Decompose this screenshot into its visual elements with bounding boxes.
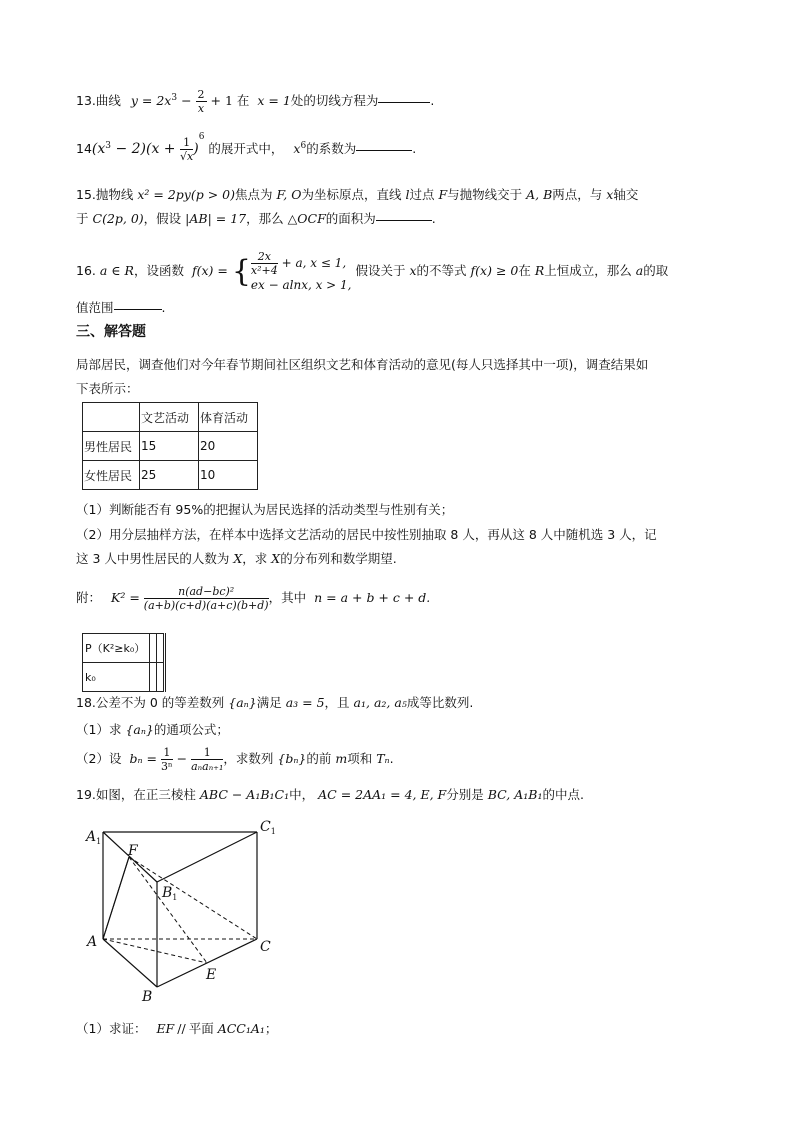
q19-part-1 (76, 1019, 277, 1037)
text: ，求数列 (223, 751, 274, 766)
text: 与抛物线交于 (447, 187, 523, 202)
label-C1: $C_1$ (260, 819, 276, 836)
text: ，假设 (143, 211, 182, 226)
math: {aₙ} (228, 695, 257, 710)
text: 这 3 人中男性居民的人数为 (76, 551, 230, 566)
numerator: 1 (191, 746, 223, 760)
table-cell: 20 (199, 432, 258, 461)
math: x² = 2py(p > 0) (137, 187, 236, 202)
math: x (293, 141, 301, 156)
text: ，那么 (246, 211, 284, 226)
text: ，求 (242, 551, 268, 566)
question-16-line-2 (76, 298, 166, 316)
table-row (83, 634, 165, 663)
table-cell (83, 403, 140, 432)
numerator: 2x (251, 250, 278, 264)
text: 值范围 (76, 300, 114, 315)
text: . (389, 751, 394, 766)
label-E: E (206, 967, 217, 983)
text: 在 (518, 263, 531, 278)
text: 附： (76, 590, 102, 605)
text: 中， (289, 787, 315, 802)
table-cell: 25 (140, 461, 199, 490)
text: . (430, 93, 435, 108)
text: 分别是 (446, 787, 484, 802)
segment-E-F (129, 857, 207, 963)
math: C(2p, 0) (92, 211, 144, 226)
table-cell: 15 (140, 432, 199, 461)
table-cell: 10 (199, 461, 258, 490)
math: a₃ = 5 (285, 695, 325, 710)
numerator: 1 (180, 136, 193, 150)
question-18 (76, 693, 473, 711)
math: l (405, 187, 410, 202)
text: 的取 (643, 263, 669, 278)
math: − (177, 93, 196, 108)
segment-F-A-dash (103, 857, 129, 939)
denominator: x (197, 102, 205, 115)
text: 于 (76, 211, 89, 226)
fraction (161, 746, 173, 773)
text: 19.如图，在正三棱柱 (76, 787, 196, 802)
label-B: B (142, 989, 153, 1005)
math: − 2)(x + (111, 141, 180, 157)
table-cell: k₀ (83, 663, 150, 692)
text: 满足 (256, 695, 282, 710)
math: K² = (111, 590, 140, 605)
fraction (251, 250, 278, 277)
math: x (606, 187, 614, 202)
label-A1: $A_1$ (86, 829, 102, 846)
question-number: 16. (76, 263, 96, 278)
math: n = a + b + c + d. (314, 590, 431, 605)
table-cell: 女性居民 (83, 461, 140, 490)
survey-table (82, 402, 258, 490)
table-row (83, 461, 258, 490)
fraction (191, 746, 223, 773)
question-15-line-1 (76, 185, 638, 203)
text: 焦点为 (235, 187, 273, 202)
math: (x (91, 141, 106, 157)
text: 的系数为 (306, 141, 357, 156)
numerator: 1 (161, 746, 173, 760)
math: |AB| = 17 (185, 211, 247, 226)
q17-part-1: （1）判断能否有 95%的把握认为居民选择的活动类型与性别有关； (76, 502, 454, 517)
math: − (172, 751, 192, 766)
math: f(x) = (191, 263, 228, 278)
denominator: (a+b)(c+d)(a+c)(b+d) (143, 599, 269, 612)
question-number: 13.曲线 (76, 93, 121, 108)
question-16-line-1 (76, 250, 668, 293)
table-cell: 男性居民 (83, 432, 140, 461)
text: 处的切线方程为 (290, 93, 379, 108)
math: f(x) ≥ 0 (470, 263, 519, 278)
math: x = 1 (257, 93, 291, 108)
text: . (412, 141, 417, 156)
question-19 (76, 785, 584, 803)
text: 的通项公式； (153, 722, 229, 737)
table-cell (150, 634, 157, 663)
denominator: √x (180, 150, 194, 163)
math: ACC₁A₁ (217, 1021, 265, 1036)
label-C: C (260, 939, 271, 955)
math: a₁, a₂, a₅ (353, 695, 407, 710)
question-number: 14 (76, 141, 92, 156)
table-cell (150, 663, 157, 692)
label-F: F (128, 843, 138, 859)
question-13 (76, 88, 434, 115)
text: （1）求 (76, 722, 122, 737)
piecewise-cases (251, 250, 352, 293)
text: 上恒成立，那么 (544, 263, 632, 278)
math: AC = 2AA₁ = 4, E, F (318, 787, 447, 802)
section-heading: 三、解答题 (76, 324, 146, 340)
text: . (161, 300, 166, 315)
label-B1: $B_1$ (162, 885, 178, 902)
math: + a, x ≤ 1, (277, 256, 347, 270)
q17-appendix-formula (76, 585, 430, 612)
text: 为坐标原点，直线 (301, 187, 402, 202)
denominator: 3ⁿ (160, 760, 173, 773)
prism-figure (80, 815, 290, 1005)
math: // (177, 1021, 186, 1036)
answer-blank[interactable] (114, 308, 162, 310)
text: 的分布列和数学期望. (280, 551, 397, 566)
fraction (144, 585, 269, 612)
text: ，设函数 (133, 263, 184, 278)
text: 的不等式 (416, 263, 467, 278)
math: 3 (105, 140, 111, 151)
math: X (233, 551, 243, 566)
math: F (438, 187, 448, 202)
math: {aₙ} (125, 722, 154, 737)
text: ，其中 (268, 590, 307, 605)
math: y = 2x (130, 93, 172, 108)
denominator: aₙaₙ₊₁ (191, 760, 224, 773)
text: 过点 (409, 187, 435, 202)
text: （2）设 (76, 751, 122, 766)
table-row (83, 432, 258, 461)
text: 平面 (188, 1021, 214, 1036)
q18-part-1 (76, 720, 229, 738)
math: F, O (276, 187, 302, 202)
math: BC, A₁B₁ (487, 787, 543, 802)
q17-part-2-line-2 (76, 549, 397, 567)
text: 轴交 (613, 187, 639, 202)
text: 项和 (347, 751, 373, 766)
fraction (196, 88, 207, 115)
math: a (635, 263, 644, 278)
math: m (335, 751, 348, 766)
text: 的中点. (542, 787, 584, 802)
k-square-table (82, 633, 166, 692)
question-15-line-2 (76, 209, 436, 227)
math: 6 (300, 140, 307, 151)
fraction (180, 136, 193, 163)
text: 成等比数列. (406, 695, 474, 710)
text: 的前 (306, 751, 332, 766)
q17-intro-line-1: 局部居民，调查他们对今年春节期间社区组织文艺和体育活动的意见(每人只选择其中一项)，调查结果如 (76, 357, 649, 372)
q17-intro-line-2: 下表所示： (76, 381, 139, 396)
denominator: x²+4 (250, 264, 278, 277)
math: x (409, 263, 417, 278)
answer-blank[interactable] (356, 149, 412, 151)
text: 两点，与 (552, 187, 603, 202)
math: EF (156, 1021, 175, 1036)
math: {bₙ} (277, 751, 307, 766)
math: ABC − A₁B₁C₁ (199, 787, 290, 802)
answer-blank[interactable] (378, 101, 430, 103)
math: ex − alnx, x > 1, (250, 278, 352, 292)
left-brace: { (231, 253, 251, 289)
edge-A-B (103, 939, 157, 987)
question-14 (76, 132, 416, 163)
math: Tₙ (376, 751, 390, 766)
table-cell (157, 634, 165, 663)
text: （1）求证： (76, 1021, 147, 1036)
numerator: 2 (197, 88, 205, 101)
text: 18.公差不为 0 的等差数列 (76, 695, 225, 710)
table-cell: P（K²≥k₀） (83, 634, 150, 663)
segment-F-C (129, 857, 257, 939)
text: ，且 (324, 695, 350, 710)
answer-blank[interactable] (376, 219, 432, 221)
text: 的面积为 (325, 211, 376, 226)
text: 假设关于 (355, 263, 406, 278)
math: A, B (526, 187, 553, 202)
label-A: A (87, 934, 98, 950)
math: a ∈ R (99, 263, 134, 278)
math: + 1 (206, 93, 233, 108)
text: 15.抛物线 (76, 187, 134, 202)
numerator: n(ad−bc)² (144, 585, 269, 599)
text: 的展开式中， (208, 141, 284, 156)
table-row (83, 663, 165, 692)
table-header-row (83, 403, 258, 432)
q18-part-2 (76, 746, 394, 773)
text: 在 (236, 93, 250, 108)
math: ) (193, 141, 199, 157)
q17-part-2-line-1: （2）用分层抽样方法，在样本中选择文艺活动的居民中按性别抽取 8 人，再从这 8 人中随机选 3 人，记 (76, 527, 657, 542)
math: 6 (198, 132, 205, 142)
math: 3 (171, 92, 178, 103)
math: bₙ = (129, 751, 157, 766)
math: X (271, 551, 281, 566)
math: R (534, 263, 545, 278)
edge-B1-C1 (157, 832, 257, 882)
text: . (431, 211, 436, 226)
table-cell (157, 663, 165, 692)
table-header-cell: 文艺活动 (140, 403, 199, 432)
table-header-cell: 体育活动 (199, 403, 258, 432)
text: ； (264, 1021, 278, 1036)
math: △OCF (287, 211, 326, 226)
